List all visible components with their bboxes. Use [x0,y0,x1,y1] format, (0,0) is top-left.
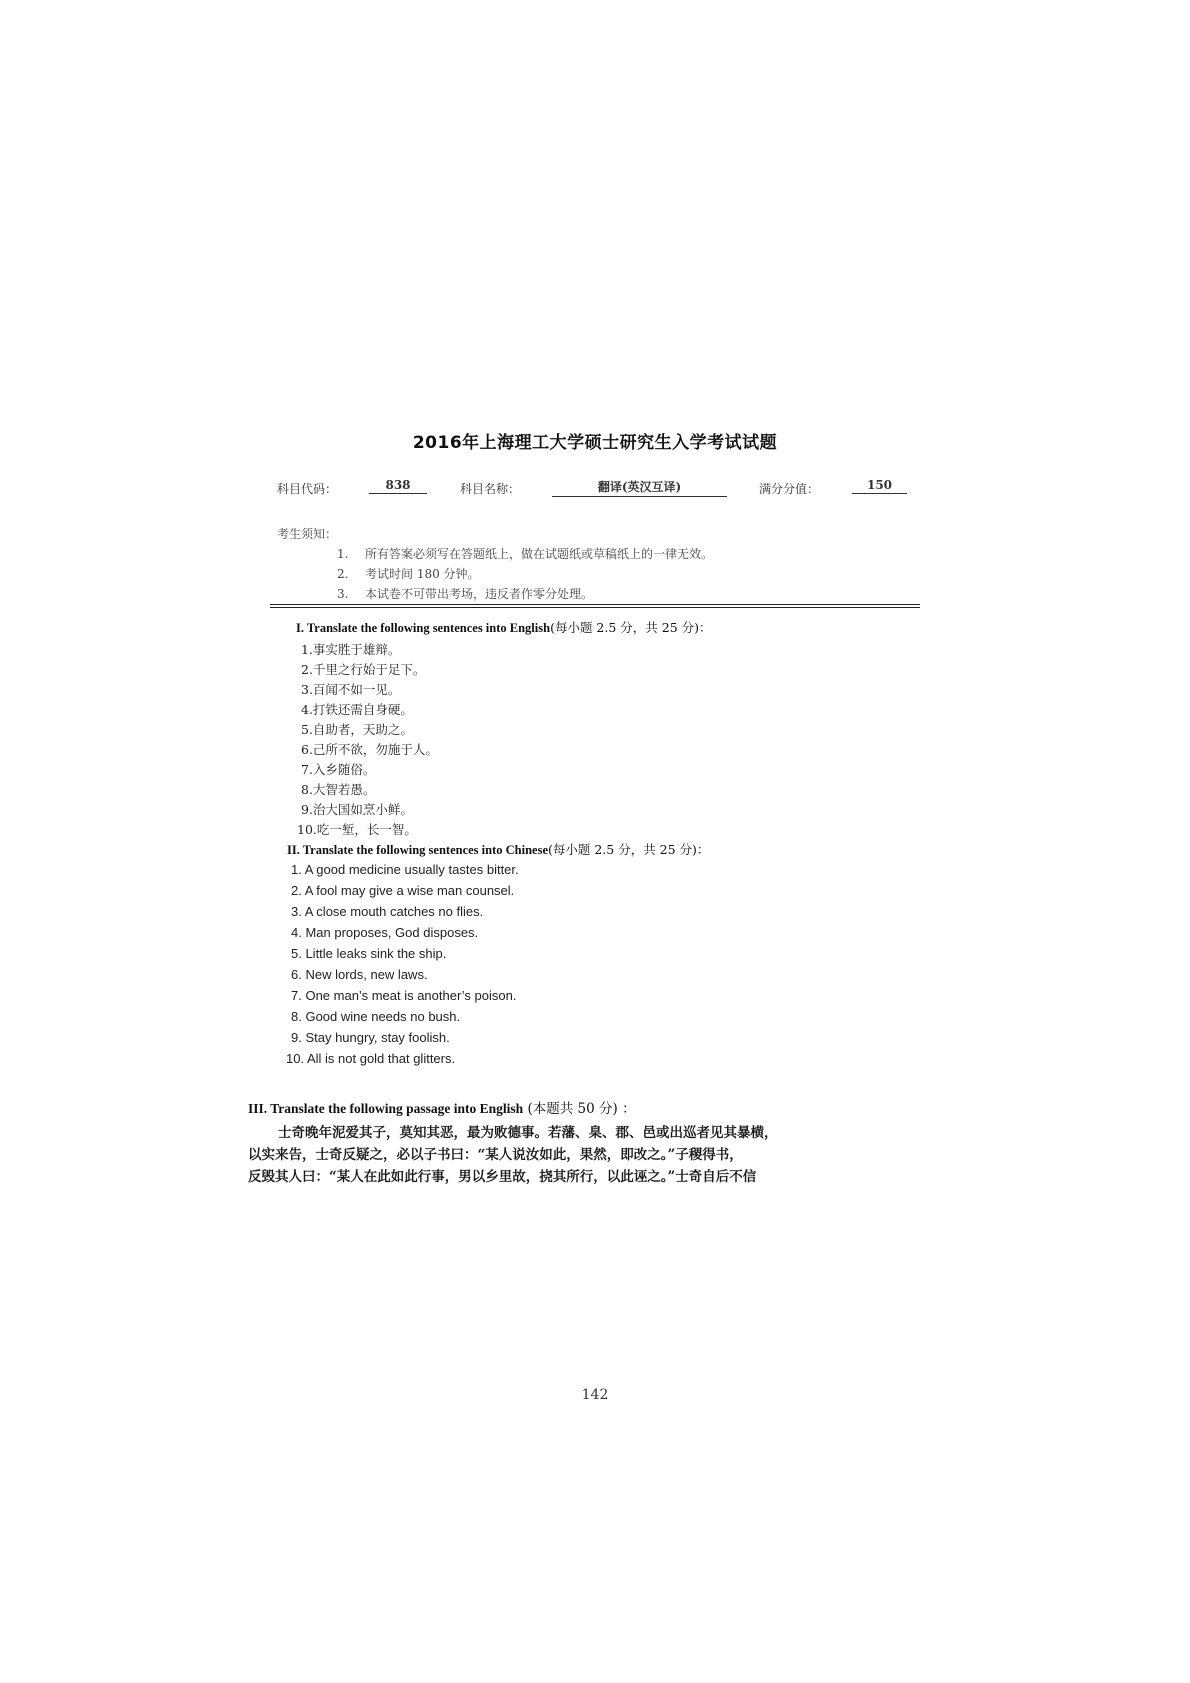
list-item: 2.千里之行始于足下。 [301,662,426,677]
section-1-heading-cn: (每小题 2.5 分，共 25 分)： [550,620,712,635]
list-item: 6.己所不欲，勿施于人。 [301,742,438,757]
subject-info-row [277,478,907,500]
subject-code-value: 838 [369,478,427,494]
list-item: 3. A close mouth catches no flies. [291,904,484,919]
list-item: 4.打铁还需自身硬。 [301,702,413,717]
notice-item [337,585,593,602]
exam-title: 2016年上海理工大学硕士研究生入学考试试题 [412,433,778,453]
notice-item-text: 所有答案必须写在答题纸上，做在试题纸或草稿纸上的一律无效。 [365,547,714,561]
list-item: 6. New lords, new laws. [291,967,428,982]
list-item: 1.事实胜于雄辩。 [301,642,401,657]
notice-item-text: 本试卷不可带出考场，违反者作零分处理。 [365,587,594,601]
section-2-heading-en: II. Translate the following sentences into Chinese [287,843,548,857]
subject-name-value: 翻译(英汉互译) [552,478,727,497]
list-item: 9. Stay hungry, stay foolish. [291,1030,450,1045]
section-1-heading-en: I. Translate the following sentences into English [296,621,551,635]
divider-line [270,604,920,605]
score-label: 满分分值： [759,482,820,496]
list-item: 10.吃一堑，长一智。 [297,822,417,837]
notice-heading: 考生须知： [277,527,338,541]
passage-line: 士奇晚年泥爱其子，莫知其恶，最为败德事。若藩、臬、郡、邑或出巡者见其暴横， [278,1125,778,1141]
notice-item-number: 3. [337,587,349,601]
score-value: 150 [852,478,907,494]
list-item: 8.大智若愚。 [301,782,376,797]
list-item: 4. Man proposes, God disposes. [291,925,479,940]
list-item: 10. All is not gold that glitters. [286,1051,456,1066]
section-3-heading-en: III. Translate the following passage into English [248,1101,524,1116]
list-item: 8. Good wine needs no bush. [291,1009,461,1024]
notice-item-text: 考试时间 180 分钟。 [365,567,480,581]
passage-line: 以实来告，士奇反疑之，必以子书曰：“某人说汝如此，果然，即改之。”子稷得书， [248,1147,743,1163]
section-1-heading [296,618,712,636]
list-item: 3.百闻不如一见。 [301,682,401,697]
list-item: 9.治大国如烹小鲜。 [301,802,413,817]
passage-line: 反毁其人曰：“某人在此如此行事，男以乡里故，挠其所行，以此诬之。”士奇自后不信 [248,1169,757,1185]
notice-item-number: 1. [337,547,349,561]
section-2-heading-cn: (每小题 2.5 分，共 25 分)： [548,842,710,857]
notice-item-number: 2. [337,567,349,581]
section-3-heading-cn: (本题共 50 分) ： [523,1101,636,1117]
list-item: 2. A fool may give a wise man counsel. [291,883,515,898]
list-item: 1. A good medicine usually tastes bitter. [291,862,519,877]
list-item: 7.入乡随俗。 [301,762,376,777]
list-item: 7. One man’s meat is another’s poison. [291,988,517,1003]
notice-item [337,565,480,582]
page-number: 142 [581,1387,609,1403]
notice-item [337,545,713,562]
list-item: 5.自助者，天助之。 [301,722,413,737]
list-item: 5. Little leaks sink the ship. [291,946,447,961]
section-2-heading [287,840,709,858]
section-3-heading [248,1097,636,1117]
subject-name-label: 科目名称： [460,482,521,496]
divider-line [270,607,920,608]
subject-code-label: 科目代码： [277,482,338,496]
